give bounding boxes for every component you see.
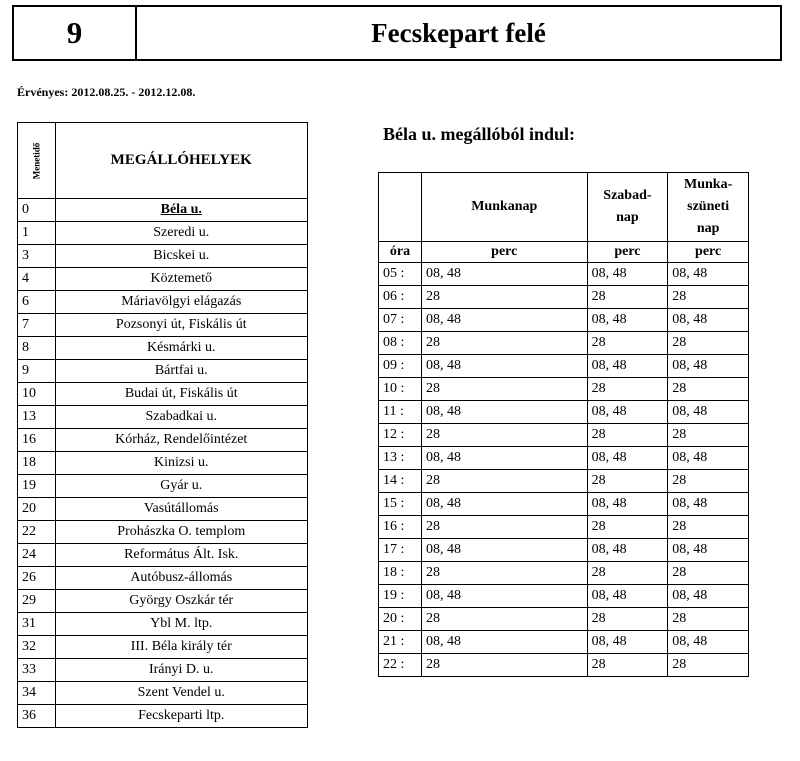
departure-row: [379, 424, 749, 447]
holiday-minutes: 08, 48: [668, 309, 749, 332]
stop-name: Autóbusz-állomás: [130, 570, 233, 585]
stop-row: [18, 682, 308, 705]
stop-name-cell: [55, 291, 308, 314]
departure-hour: 20 :: [379, 608, 422, 631]
stop-travel-time: 1: [18, 222, 56, 245]
workday-minutes: 08, 48: [421, 401, 587, 424]
departure-row: [379, 378, 749, 401]
workday-minutes: 08, 48: [421, 539, 587, 562]
holiday-minutes: 08, 48: [668, 263, 749, 286]
stops-table: [17, 122, 308, 728]
saturday-minutes: 28: [587, 286, 668, 309]
saturday-minutes: 08, 48: [587, 263, 668, 286]
saturday-minutes: 28: [587, 332, 668, 355]
saturday-minutes: 28: [587, 516, 668, 539]
stop-name-cell: [55, 406, 308, 429]
stop-name: Szabadkai u.: [145, 409, 218, 424]
stop-row: [18, 268, 308, 291]
stop-row: [18, 544, 308, 567]
workday-minutes: 28: [421, 470, 587, 493]
saturday-minutes: 08, 48: [587, 401, 668, 424]
stop-row: [18, 521, 308, 544]
departure-hour: 07 :: [379, 309, 422, 332]
stop-row: [18, 337, 308, 360]
stop-name: Bártfai u.: [154, 363, 208, 378]
saturday-minutes: 08, 48: [587, 539, 668, 562]
saturday-minutes: 08, 48: [587, 631, 668, 654]
stop-name-cell: [55, 337, 308, 360]
departure-hour: 21 :: [379, 631, 422, 654]
stop-travel-time: 36: [18, 705, 56, 728]
holiday-minutes: 08, 48: [668, 631, 749, 654]
departure-row: [379, 332, 749, 355]
saturday-minutes: 28: [587, 470, 668, 493]
stop-name: Fecskeparti ltp.: [138, 708, 225, 723]
stop-row: [18, 452, 308, 475]
stop-name-cell: [55, 314, 308, 337]
departure-hour: 17 :: [379, 539, 422, 562]
saturday-minutes: 28: [587, 654, 668, 677]
departures-header-row: [379, 173, 749, 242]
holiday-minutes: 28: [668, 516, 749, 539]
departure-row: [379, 562, 749, 585]
holiday-minutes: 08, 48: [668, 585, 749, 608]
holiday-minutes: 28: [668, 378, 749, 401]
stop-travel-time: 6: [18, 291, 56, 314]
holiday-header-line3: nap: [696, 221, 720, 236]
stop-name: Ybl M. ltp.: [150, 616, 213, 631]
saturday-header-line1: Szabad-: [603, 188, 652, 203]
stop-row: [18, 590, 308, 613]
workday-minutes: 28: [421, 608, 587, 631]
stop-row: [18, 429, 308, 452]
workday-minutes: 08, 48: [421, 585, 587, 608]
stop-travel-time: 19: [18, 475, 56, 498]
stop-name: György Oszkár tér: [129, 593, 234, 608]
stop-name-cell: [55, 452, 308, 475]
stop-travel-time: 0: [18, 199, 56, 222]
stops-body: [18, 199, 308, 728]
departure-hour: 06 :: [379, 286, 422, 309]
workday-header: Munkanap: [421, 173, 587, 242]
holiday-minutes: 28: [668, 286, 749, 309]
departure-hour: 08 :: [379, 332, 422, 355]
stop-travel-time: 31: [18, 613, 56, 636]
saturday-unit-header: perc: [587, 242, 668, 263]
stop-name: Református Ált. Isk.: [124, 547, 239, 562]
workday-minutes: 28: [421, 562, 587, 585]
stop-name-cell: [55, 544, 308, 567]
stop-name: Prohászka O. templom: [117, 524, 246, 539]
holiday-minutes: 08, 48: [668, 355, 749, 378]
stop-row: [18, 383, 308, 406]
stop-name: Szent Vendel u.: [137, 685, 225, 700]
departure-row: [379, 401, 749, 424]
header: [12, 5, 782, 61]
holiday-minutes: 28: [668, 562, 749, 585]
stop-name: Pozsonyi út, Fiskális út: [115, 317, 247, 332]
stop-travel-time: 20: [18, 498, 56, 521]
workday-minutes: 28: [421, 424, 587, 447]
stop-name: Késmárki u.: [147, 340, 216, 355]
time-column-header: [18, 123, 56, 199]
stop-name: Béla u.: [160, 202, 202, 217]
workday-minutes: 08, 48: [421, 631, 587, 654]
stop-name-cell: [55, 590, 308, 613]
stop-travel-time: 32: [18, 636, 56, 659]
workday-minutes: 28: [421, 516, 587, 539]
workday-minutes: 28: [421, 332, 587, 355]
departure-row: [379, 608, 749, 631]
stop-travel-time: 4: [18, 268, 56, 291]
departure-hour: 19 :: [379, 585, 422, 608]
stop-name-cell: [55, 659, 308, 682]
holiday-minutes: 08, 48: [668, 539, 749, 562]
stop-row: [18, 406, 308, 429]
stop-travel-time: 22: [18, 521, 56, 544]
stop-name-cell: [55, 636, 308, 659]
stop-row: [18, 475, 308, 498]
stop-name-cell: [55, 429, 308, 452]
stop-name-cell: [55, 383, 308, 406]
departure-hour: 15 :: [379, 493, 422, 516]
departure-hour: 05 :: [379, 263, 422, 286]
stop-travel-time: 33: [18, 659, 56, 682]
workday-minutes: 08, 48: [421, 493, 587, 516]
stop-row: [18, 659, 308, 682]
workday-unit-header: perc: [421, 242, 587, 263]
stop-row: [18, 498, 308, 521]
stop-name-cell: [55, 682, 308, 705]
stop-name-cell: [55, 199, 308, 222]
saturday-minutes: 28: [587, 424, 668, 447]
stop-name-cell: [55, 268, 308, 291]
workday-minutes: 28: [421, 654, 587, 677]
stop-name-cell: [55, 360, 308, 383]
stop-row: [18, 314, 308, 337]
line-number: 9: [14, 7, 137, 59]
holiday-minutes: 08, 48: [668, 447, 749, 470]
hour-blank-header: [379, 173, 422, 242]
departures-unit-row: [379, 242, 749, 263]
departure-hour: 13 :: [379, 447, 422, 470]
stop-name: Gyár u.: [160, 478, 203, 493]
stop-row: [18, 360, 308, 383]
saturday-minutes: 08, 48: [587, 309, 668, 332]
departure-hour: 12 :: [379, 424, 422, 447]
stops-header-row: [18, 123, 308, 199]
saturday-header-line2: nap: [616, 210, 639, 225]
stop-travel-time: 26: [18, 567, 56, 590]
stop-travel-time: 24: [18, 544, 56, 567]
holiday-minutes: 08, 48: [668, 401, 749, 424]
holiday-minutes: 28: [668, 608, 749, 631]
holiday-header-line2: szüneti: [687, 199, 730, 214]
stop-row: [18, 613, 308, 636]
departure-hour: 18 :: [379, 562, 422, 585]
departure-row: [379, 309, 749, 332]
holiday-minutes: 28: [668, 424, 749, 447]
start-stop-label: Béla u. megállóból indul:: [383, 124, 576, 144]
stop-name: Irányi D. u.: [148, 662, 214, 677]
holiday-minutes: 28: [668, 654, 749, 677]
stop-name-cell: [55, 245, 308, 268]
workday-minutes: 08, 48: [421, 263, 587, 286]
stop-travel-time: 18: [18, 452, 56, 475]
departure-row: [379, 539, 749, 562]
stop-name: Bicskei u.: [153, 248, 210, 263]
stop-name: Máriavölgyi elágazás: [121, 294, 242, 309]
stop-name-cell: [55, 705, 308, 728]
stop-travel-time: 3: [18, 245, 56, 268]
holiday-header: [668, 173, 749, 242]
saturday-minutes: 28: [587, 562, 668, 585]
validity-period: Érvényes: 2012.08.25. - 2012.12.08.: [17, 85, 196, 99]
stop-name-cell: [55, 567, 308, 590]
departure-row: [379, 355, 749, 378]
stop-travel-time: 13: [18, 406, 56, 429]
saturday-minutes: 28: [587, 608, 668, 631]
stop-name-cell: [55, 613, 308, 636]
departure-row: [379, 470, 749, 493]
hour-unit-header: óra: [379, 242, 422, 263]
stop-travel-time: 16: [18, 429, 56, 452]
departure-row: [379, 654, 749, 677]
stop-name: Budai út, Fiskális út: [124, 386, 238, 401]
stop-travel-time: 34: [18, 682, 56, 705]
stop-travel-time: 8: [18, 337, 56, 360]
saturday-minutes: 08, 48: [587, 447, 668, 470]
direction-title: Fecskepart felé: [371, 17, 546, 48]
holiday-minutes: 28: [668, 332, 749, 355]
departure-hour: 10 :: [379, 378, 422, 401]
departure-row: [379, 585, 749, 608]
time-header-label: Menetidő: [31, 142, 42, 179]
departure-hour: 22 :: [379, 654, 422, 677]
departure-hour: 11 :: [379, 401, 422, 424]
stop-row: [18, 222, 308, 245]
holiday-header-line1: Munka-: [684, 177, 733, 192]
stop-name: Kinizsi u.: [154, 455, 209, 470]
departure-row: [379, 263, 749, 286]
holiday-minutes: 28: [668, 470, 749, 493]
stop-row: [18, 199, 308, 222]
stop-travel-time: 9: [18, 360, 56, 383]
saturday-minutes: 08, 48: [587, 355, 668, 378]
departures-table: [378, 172, 749, 677]
stop-name: Vasútállomás: [143, 501, 219, 516]
stop-name-cell: [55, 475, 308, 498]
stop-name-cell: [55, 521, 308, 544]
holiday-minutes: 08, 48: [668, 493, 749, 516]
workday-minutes: 08, 48: [421, 447, 587, 470]
departure-hour: 14 :: [379, 470, 422, 493]
stop-row: [18, 245, 308, 268]
departure-row: [379, 631, 749, 654]
saturday-header: [587, 173, 668, 242]
workday-minutes: 08, 48: [421, 355, 587, 378]
stop-name-cell: [55, 222, 308, 245]
departure-row: [379, 286, 749, 309]
saturday-minutes: 28: [587, 378, 668, 401]
saturday-minutes: 08, 48: [587, 585, 668, 608]
stop-travel-time: 29: [18, 590, 56, 613]
departure-row: [379, 447, 749, 470]
departure-hour: 09 :: [379, 355, 422, 378]
stop-travel-time: 10: [18, 383, 56, 406]
departure-row: [379, 493, 749, 516]
stop-travel-time: 7: [18, 314, 56, 337]
saturday-minutes: 08, 48: [587, 493, 668, 516]
departure-hour: 16 :: [379, 516, 422, 539]
stop-name-cell: [55, 498, 308, 521]
workday-minutes: 28: [421, 286, 587, 309]
stop-name: III. Béla király tér: [130, 639, 232, 654]
stop-row: [18, 567, 308, 590]
workday-minutes: 28: [421, 378, 587, 401]
workday-minutes: 08, 48: [421, 309, 587, 332]
stops-column-header: MEGÁLLÓHELYEK: [55, 123, 308, 199]
departure-row: [379, 516, 749, 539]
stop-name: Köztemető: [150, 271, 212, 286]
stop-name: Kórház, Rendelőintézet: [115, 432, 248, 447]
holiday-unit-header: perc: [668, 242, 749, 263]
stop-row: [18, 705, 308, 728]
departures-body: [379, 263, 749, 677]
stop-row: [18, 636, 308, 659]
stop-row: [18, 291, 308, 314]
stop-name: Szeredi u.: [153, 225, 210, 240]
